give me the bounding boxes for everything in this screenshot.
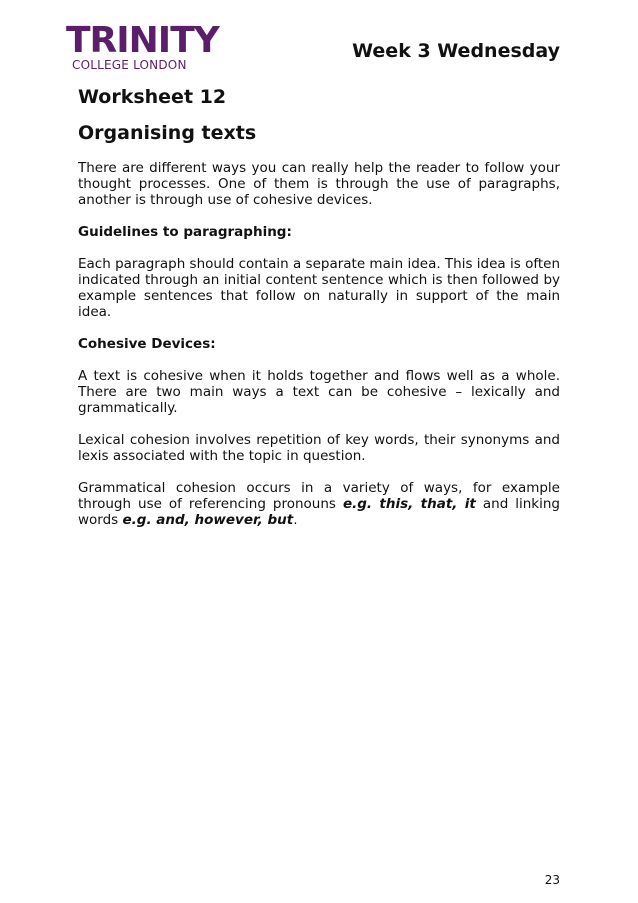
- logo-wordmark: TRINITY: [66, 20, 219, 61]
- lexical-cohesion-paragraph: Lexical cohesion involves repetition of key words, their synonyms and lexis associated with the topic in question.: [78, 432, 560, 464]
- logo-subtitle: COLLEGE LONDON: [72, 58, 187, 72]
- grammatical-text-end: .: [293, 512, 298, 528]
- page-number: 23: [544, 873, 560, 887]
- grammatical-cohesion-paragraph: [78, 480, 560, 528]
- cohesive-devices-heading: Cohesive Devices:: [78, 336, 216, 352]
- cohesion-definition-paragraph: A text is cohesive when it holds together and flows well as a whole. There are two main ways a text can be cohesive – lexically and grammatically.: [78, 368, 560, 416]
- grammatical-text-2: and linking words: [78, 496, 561, 528]
- grammatical-text-1: Grammatical cohesion occurs in a variety of ways, for example through use of referencing pronouns: [78, 480, 560, 512]
- worksheet-title: Worksheet 12: [78, 86, 227, 108]
- trinity-college-logo: [66, 20, 226, 72]
- week-heading: Week 3 Wednesday: [352, 40, 560, 62]
- linking-word-examples: e.g. and, however, but: [122, 512, 294, 528]
- section-title: Organising texts: [78, 122, 257, 144]
- guidelines-paragraph: Each paragraph should contain a separate main idea. This idea is often indicated through an initial content sentence which is then followed by example sentences that follow on naturally in support of the main idea.: [78, 256, 560, 320]
- pronoun-examples: e.g. this, that, it: [342, 496, 476, 512]
- intro-paragraph: There are different ways you can really help the reader to follow your thought processes. One of them is through the use of paragraphs, another is through use of cohesive devices.: [78, 160, 560, 208]
- guidelines-heading: Guidelines to paragraphing:: [78, 224, 292, 240]
- worksheet-content: [78, 84, 560, 544]
